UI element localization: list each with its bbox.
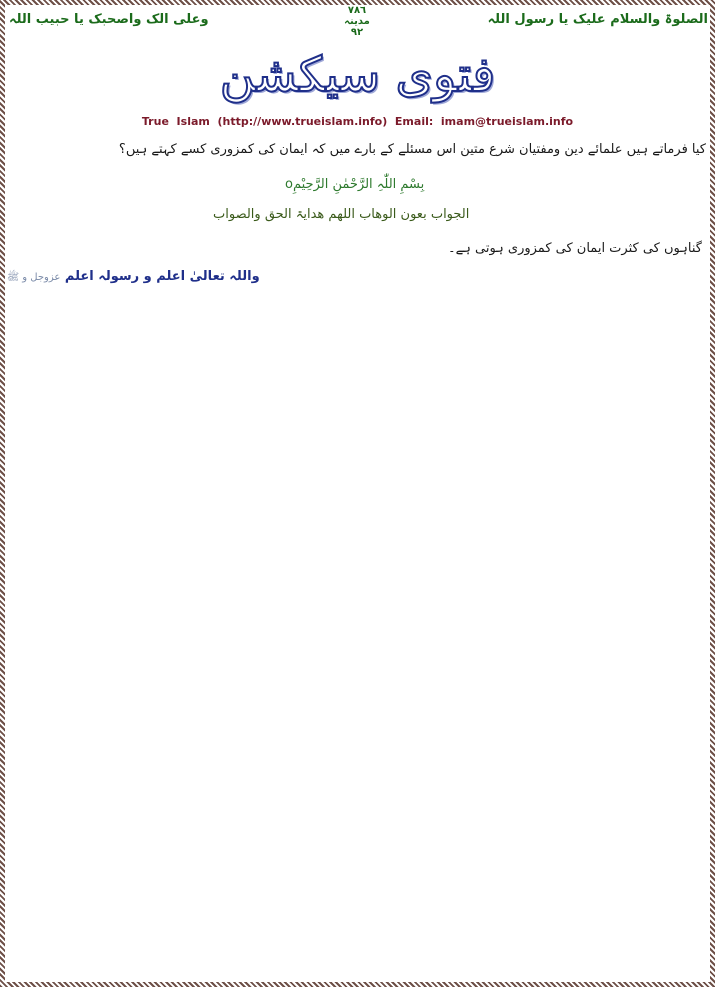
madina-label: مدینہ (344, 16, 370, 27)
jawab-heading: الجواب بعون الوھاب اللھم ھدایۃ الحق والصواب (213, 207, 470, 222)
salutation-right: الصلوۃ والسلام علیک یا رسول اللہ (487, 12, 708, 27)
fatwa-page (5, 5, 710, 982)
page-title: فتوی سیکشن (219, 47, 496, 103)
question-text: کیا فرماتے ہیں علمائے دین ومفتیان شرع متین اس مسئلے کے بارے میں کہ ایمان کی کمزوری کسے کہتے ہیں؟ (118, 142, 706, 157)
salutation-left: وعلی الک واصحبک یا حبیب اللہ (9, 12, 209, 27)
page-number-block (339, 5, 375, 38)
bismillah: بِسْمِ اللّٰہِ الرَّحْمٰنِ الرَّحِیْمِo (285, 177, 425, 192)
number-92: ٩٢ (350, 27, 364, 38)
closing-text: واللہ تعالیٰ اعلم و رسولہ اعلم (64, 269, 260, 284)
answer-text: گناہوں کی کثرت ایمان کی کمزوری ہوتی ہے۔ (448, 241, 702, 256)
page-number: ٧٨٦ (347, 5, 367, 16)
site-info: True Islam (http://www.trueislam.info) Email: imam@trueislam.info (141, 115, 574, 128)
honorific-glyph: عزوجل و ﷺ (7, 272, 61, 283)
closing-line (7, 269, 260, 285)
